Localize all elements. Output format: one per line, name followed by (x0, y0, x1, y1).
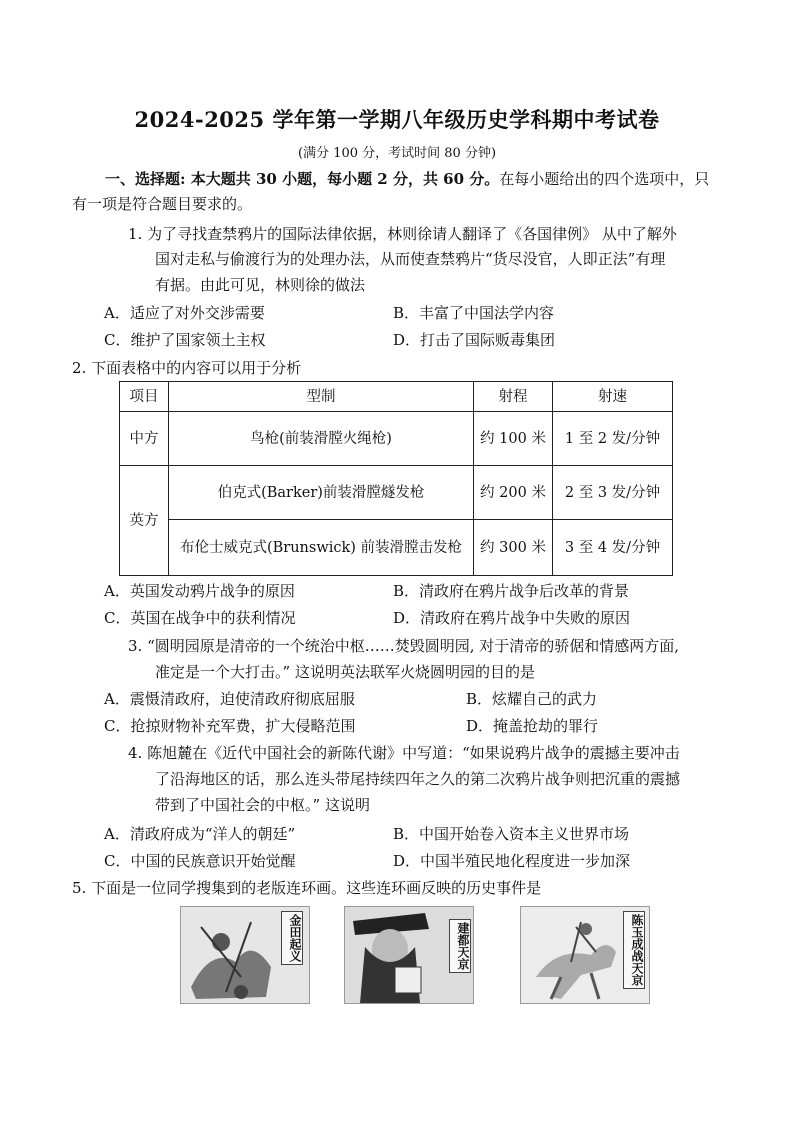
q2-option-a: A．英国发动鸦片战争的原因 (104, 582, 295, 600)
table-row (120, 412, 673, 466)
table-cell-group: 英方 (120, 466, 169, 576)
section-heading (105, 169, 709, 189)
section-heading-rest: 在每小题给出的四个选项中，只 (499, 170, 710, 188)
table-header-row (120, 382, 673, 412)
page-title: 2024-2025 学年第一学期八年级历史学科期中考试卷 (134, 107, 660, 132)
q2-option-c: C．英国在战争中的获利情况 (104, 609, 296, 627)
table-cell-group: 中方 (120, 412, 169, 466)
q3-option-a: A．震慑清政府，迫使清政府彻底屈服 (104, 690, 355, 708)
comic-image-3 (520, 906, 650, 1004)
table-cell-model: 鸟枪(前装滑膛火绳枪) (169, 412, 474, 466)
exam-info: (满分 100 分，考试时间 80 分钟) (297, 146, 497, 161)
table-cell-rate: 3 至 4 发/分钟 (553, 520, 673, 576)
q4-stem-line2: 了沿海地区的话，那么连头带尾持续四年之久的第二次鸦片战争则把沉重的震撼 (155, 770, 681, 788)
weapons-table (119, 381, 673, 576)
table-cell-range: 约 200 米 (474, 466, 553, 520)
section-heading-line2: 有一项是符合题目要求的。 (72, 195, 253, 213)
q4-option-a: A．清政府成为“洋人的朝廷” (104, 825, 296, 843)
q1-stem-line2: 国对走私与偷渡行为的处理办法，从而使查禁鸦片“货尽没官，人即正法”有理 (155, 250, 666, 268)
table-cell-range: 约 300 米 (474, 520, 553, 576)
table-row (120, 466, 673, 520)
comic-image-2 (344, 906, 474, 1004)
table-header-cell: 型制 (169, 382, 474, 412)
q3-stem-line1: 3. “圆明园原是清帝的一个统治中枢……焚毁圆明园, 对于清帝的骄倨和情感两方面, (128, 637, 680, 655)
q2-stem: 2. 下面表格中的内容可以用于分析 (72, 359, 302, 377)
q2-option-b: B．清政府在鸦片战争后改革的背景 (393, 582, 630, 600)
table-cell-rate: 1 至 2 发/分钟 (553, 412, 673, 466)
comic-title-1: 金田起义 (281, 911, 303, 965)
table-cell-model: 伯克式(Barker)前装滑膛燧发枪 (169, 466, 474, 520)
q4-option-b: B．中国开始卷入资本主义世界市场 (393, 825, 630, 843)
q3-option-b: B．炫耀自己的武力 (466, 690, 598, 708)
comic-image-1 (180, 906, 310, 1004)
q1-option-c: C．维护了国家领土主权 (104, 331, 266, 349)
table-header-cell: 项目 (120, 382, 169, 412)
comic-title-3: 陈玉成战天京 (623, 911, 645, 989)
q3-option-c: C．抢掠财物补充军费，扩大侵略范围 (104, 717, 356, 735)
table-header-cell: 射速 (553, 382, 673, 412)
q1-stem-line1: 1. 为了寻找查禁鸦片的国际法律依据，林则徐请人翻译了《各国律例》 从中了解外 (128, 225, 677, 243)
q1-stem-line3: 有据。由此可见，林则徐的做法 (155, 276, 366, 294)
q2-option-d: D．清政府在鸦片战争中失败的原因 (393, 609, 631, 627)
q4-option-c: C．中国的民族意识开始觉醒 (104, 852, 296, 870)
q1-option-d: D．打击了国际贩毒集团 (393, 331, 556, 349)
comic-title-2: 建都天京 (449, 919, 471, 973)
table-row (120, 520, 673, 576)
q3-option-d: D．掩盖抢劫的罪行 (466, 717, 599, 735)
q3-stem-line2: 准定是一个大打击。” 这说明英法联军火烧圆明园的目的是 (155, 663, 535, 681)
table-cell-range: 约 100 米 (474, 412, 553, 466)
q4-stem-line3: 带到了中国社会的中枢。” 这说明 (155, 796, 370, 814)
q1-option-b: B．丰富了中国法学内容 (393, 304, 555, 322)
table-cell-model: 布伦士威克式(Brunswick) 前装滑膛击发枪 (169, 520, 474, 576)
table-cell-rate: 2 至 3 发/分钟 (553, 466, 673, 520)
q4-stem-line1: 4. 陈旭麓在《近代中国社会的新陈代谢》中写道：“如果说鸦片战争的震撼主要冲击 (128, 744, 680, 762)
table-header-cell: 射程 (474, 382, 553, 412)
q4-option-d: D．中国半殖民地化程度进一步加深 (393, 852, 631, 870)
q1-option-a: A．适应了对外交涉需要 (104, 304, 265, 322)
q5-stem: 5. 下面是一位同学搜集到的老版连环画。这些连环画反映的历史事件是 (72, 879, 542, 897)
section-heading-bold: 一、选择题: 本大题共 30 小题，每小题 2 分，共 60 分。 (105, 170, 500, 188)
